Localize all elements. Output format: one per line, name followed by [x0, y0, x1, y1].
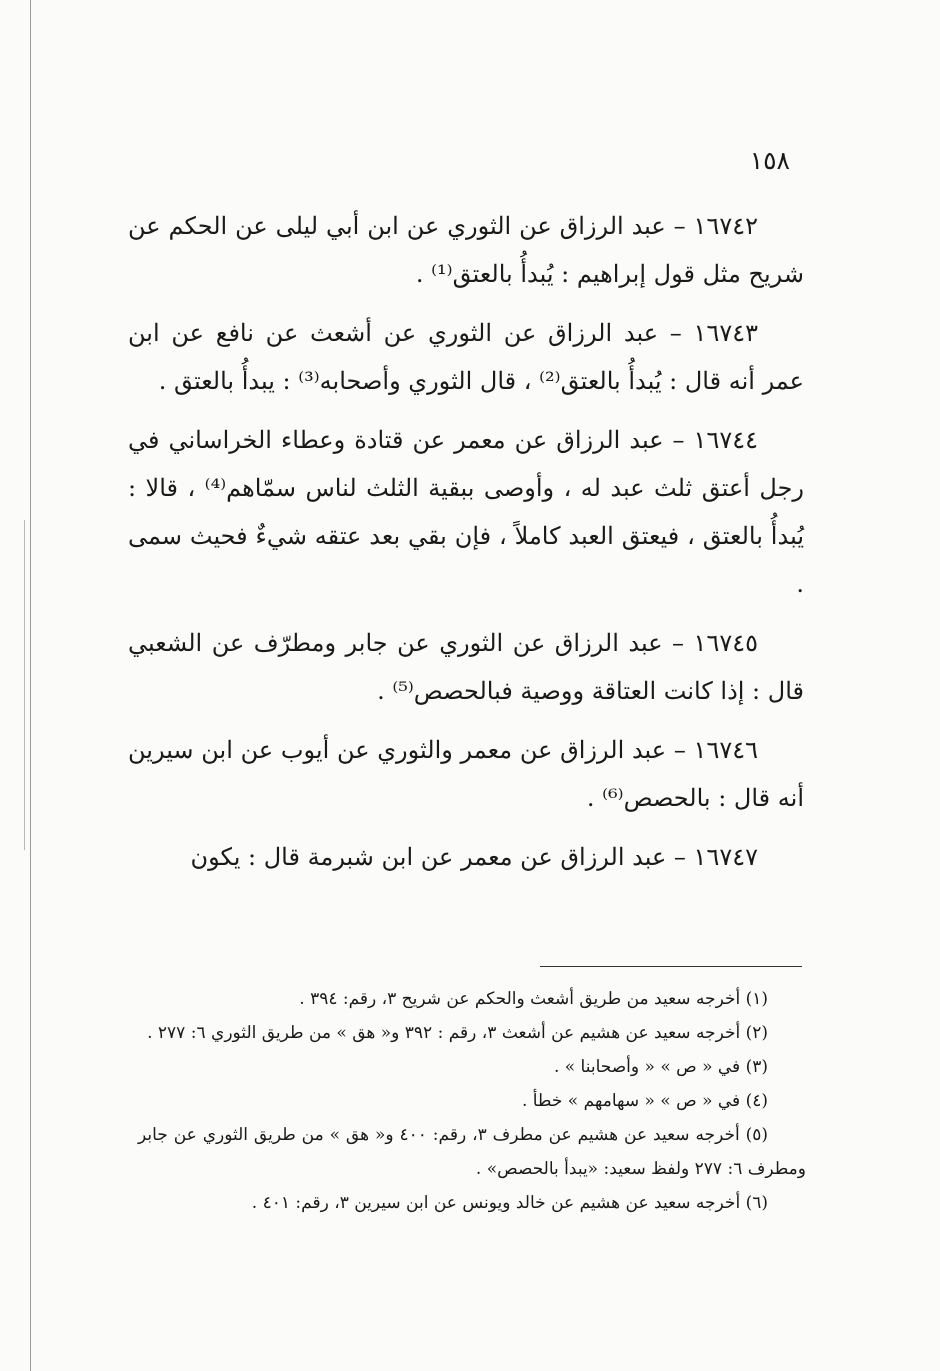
- footnotes: [138, 982, 806, 1220]
- hadith-entries: [128, 202, 804, 892]
- hadith-entry: [128, 833, 804, 881]
- footnote: (٣) في « ص » « وأصحابنا » .: [553, 1057, 768, 1077]
- footnote: (٤) في « ص » « سهامهم » خطأ .: [521, 1091, 768, 1111]
- hadith-entry: [128, 619, 804, 715]
- hadith-entry-text: ١٦٧٤٦ – عبد الرزاق عن معمر والثوري عن أيوب عن ابن سيرين أنه قال : بالحصص⁽⁶⁾ .: [128, 736, 804, 812]
- binding-line: [30, 0, 31, 1371]
- hadith-entry: [128, 416, 804, 608]
- hadith-entry: [128, 202, 804, 298]
- footnote-separator: [540, 966, 802, 967]
- hadith-entry-text: ١٦٧٤٢ – عبد الرزاق عن الثوري عن ابن أبي ليلى عن الحكم عن شريح مثل قول إبراهيم : يُبدأُ بالعتق⁽¹⁾ .: [128, 212, 804, 288]
- hadith-entry-text: ١٦٧٤٧ – عبد الرزاق عن معمر عن ابن شبرمة قال : يكون: [190, 843, 758, 871]
- hadith-entry-text: ١٦٧٤٤ – عبد الرزاق عن معمر عن قتادة وعطاء الخراساني في رجل أعتق ثلث عبد له ، وأوصى ببقية الثلث لناس سمّاهم⁽⁴⁾ ، قالا : يُبدأُ بالعتق ، فيعتق العبد كاملاً ، فإن بقي بعد عتقه شيءٌ فحيث سمى .: [128, 426, 804, 598]
- binding-line-secondary: [24, 520, 25, 850]
- footnote: (٦) أخرجه سعيد عن هشيم عن خالد ويونس عن ابن سيرين ٣، رقم: ٤٠١ .: [251, 1193, 768, 1213]
- footnote: (٢) أخرجه سعيد عن هشيم عن أشعث ٣، رقم : ٣٩٢ و« هق » من طريق الثوري ٦: ٢٧٧ .: [147, 1023, 768, 1043]
- hadith-entry-text: ١٦٧٤٣ – عبد الرزاق عن الثوري عن أشعث عن نافع عن ابن عمر أنه قال : يُبدأُ بالعتق⁽²⁾ ، قال الثوري وأصحابه⁽³⁾ : يبدأُ بالعتق .: [128, 319, 804, 395]
- footnote: (٥) أخرجه سعيد عن هشيم عن مطرف ٣، رقم: ٤٠٠ و« هق » من طريق الثوري عن جابر ومطرف ٦: ٢٧٧ ولفظ سعيد: «يبدأ بالحصص» .: [138, 1125, 806, 1179]
- hadith-entry-text: ١٦٧٤٥ – عبد الرزاق عن الثوري عن جابر ومطرّف عن الشعبي قال : إذا كانت العتاقة ووصية فبالحصص⁽⁵⁾ .: [128, 629, 804, 705]
- hadith-entry: [128, 726, 804, 822]
- hadith-entry: [128, 309, 804, 405]
- footnote: (١) أخرجه سعيد من طريق أشعث والحكم عن شريح ٣، رقم: ٣٩٤ .: [299, 989, 768, 1009]
- page-number: ١٥٨: [749, 146, 790, 175]
